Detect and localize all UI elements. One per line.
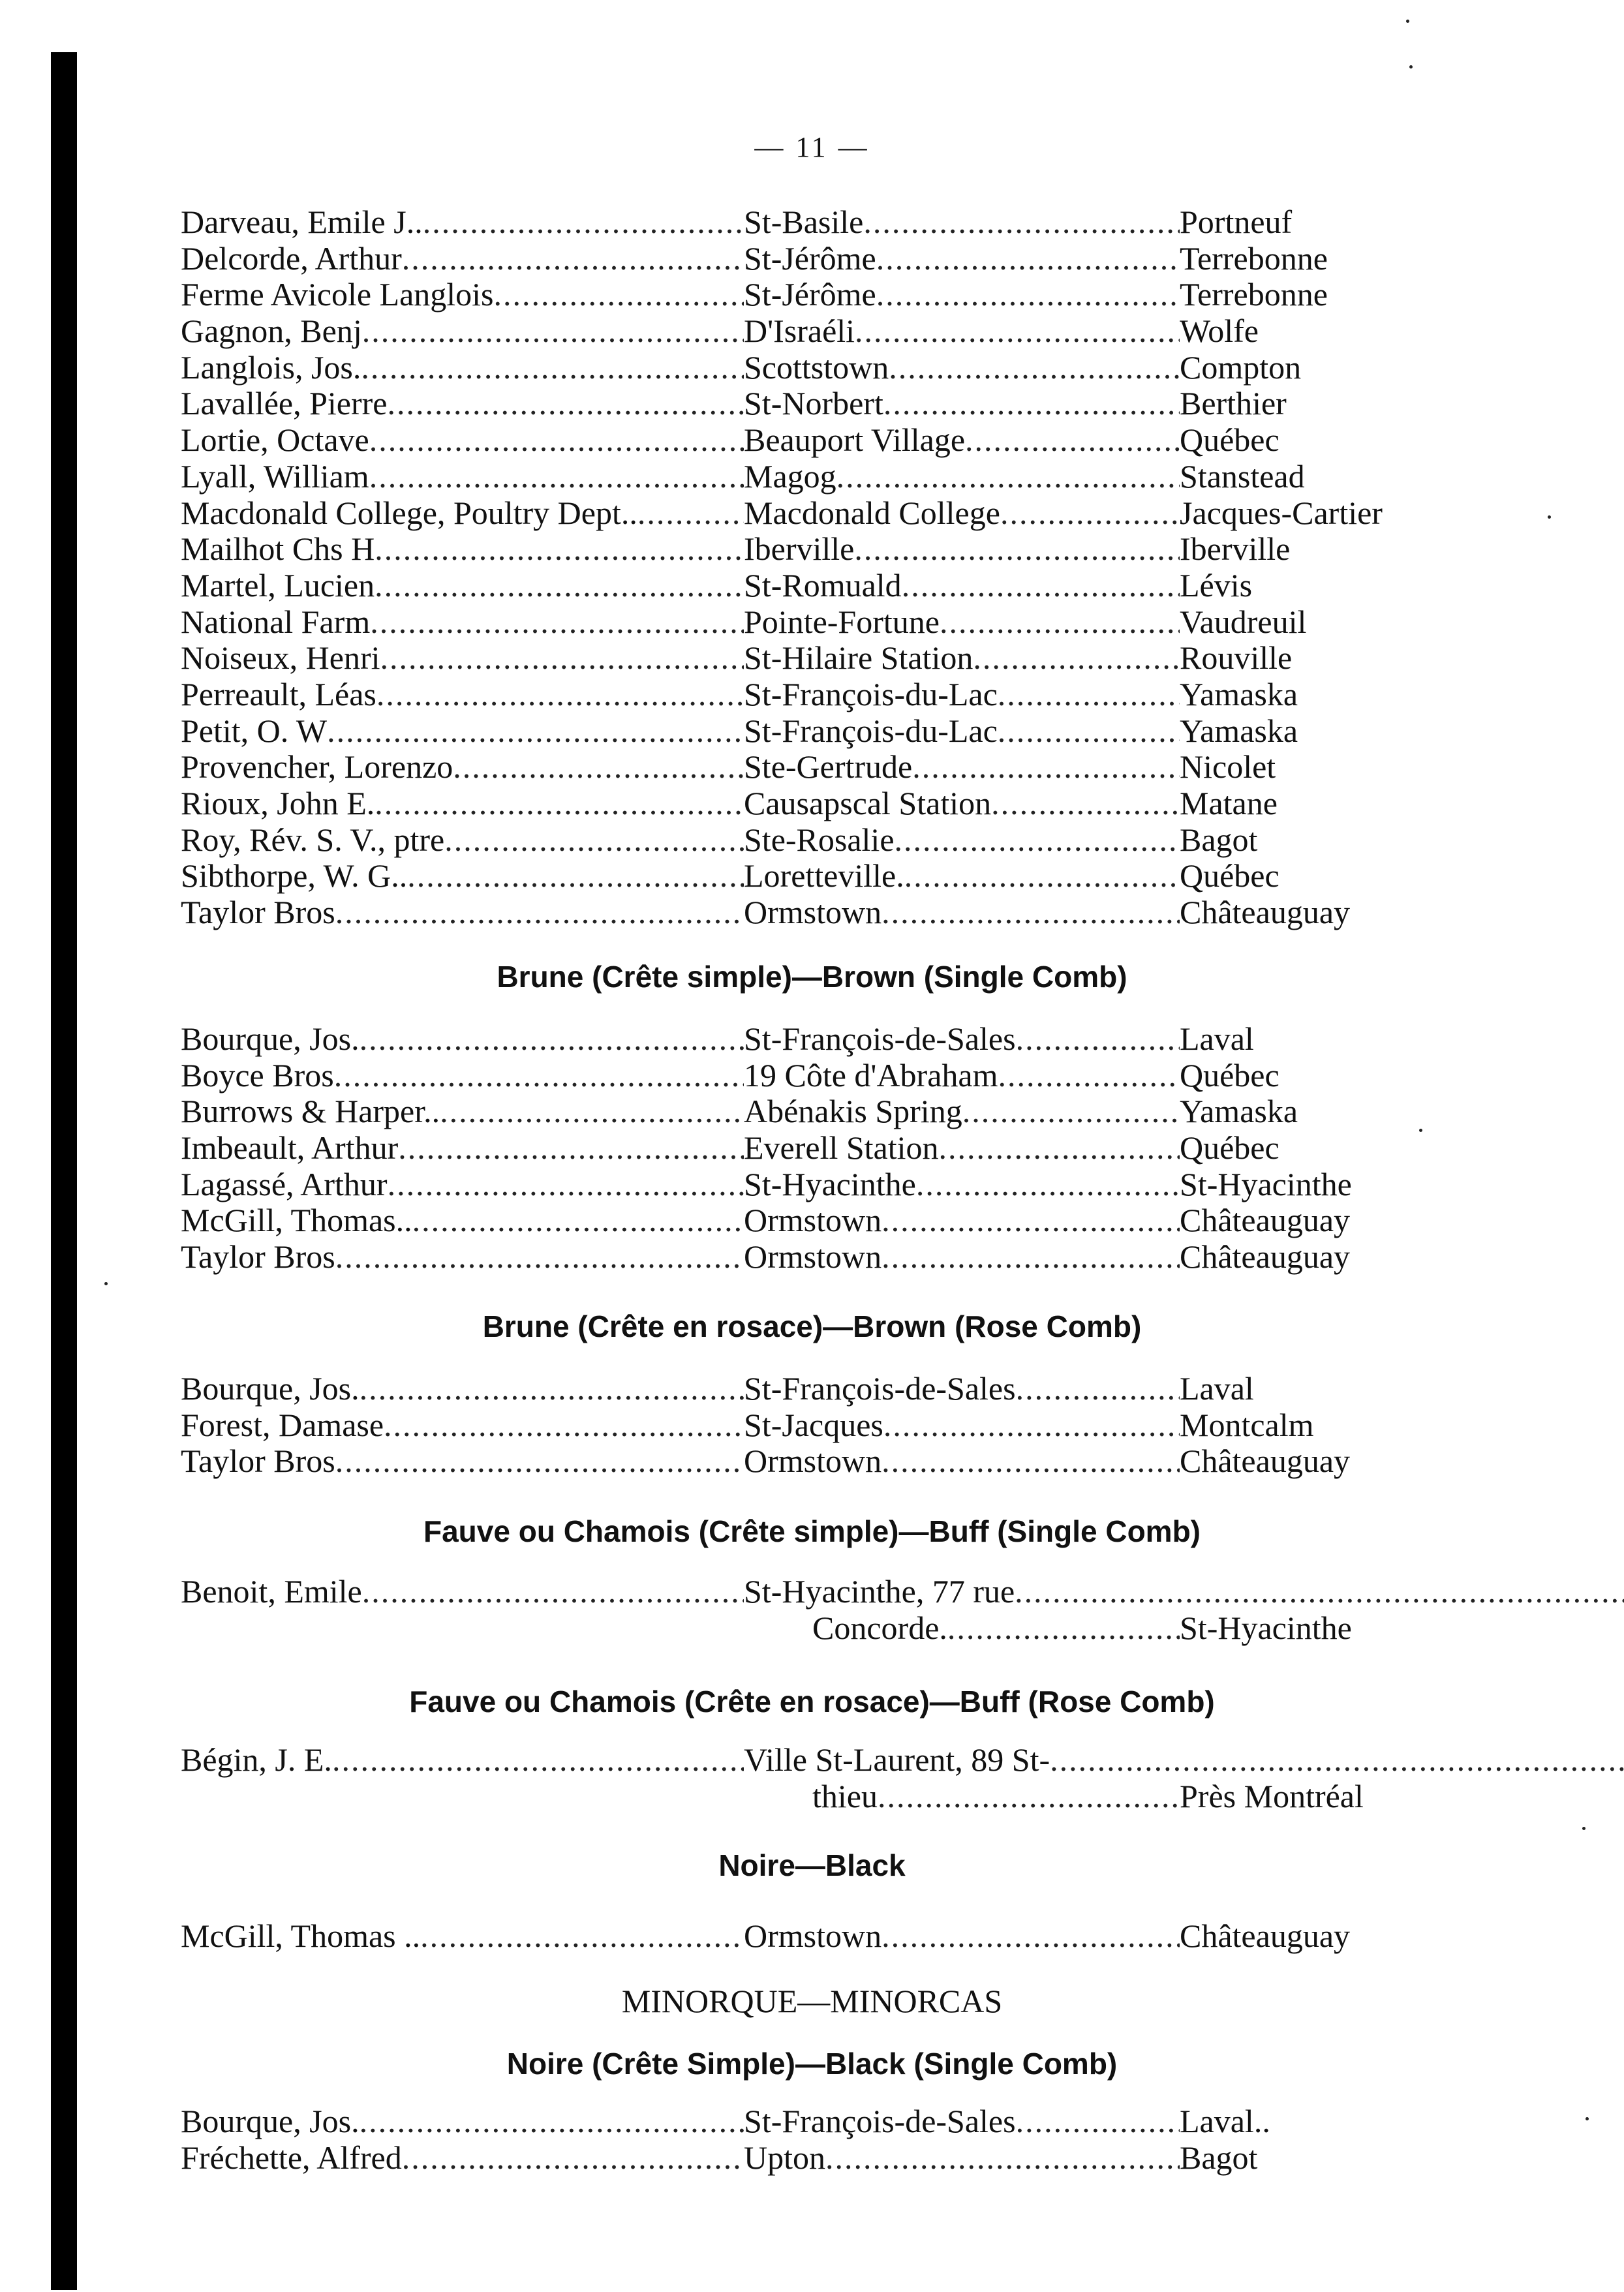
listing-section-2: [181, 1021, 1486, 1276]
listing-row: [181, 1202, 1486, 1239]
listing-row: [181, 1058, 1486, 1094]
locality: St-François-du-Lac .....: [744, 677, 1180, 713]
locality: St-Hyacinthe .....: [744, 1167, 1180, 1203]
county: Lévis: [1180, 567, 1253, 604]
listing-row: [181, 241, 1486, 277]
speck: [1582, 1827, 1586, 1830]
listing-row: [181, 822, 1486, 859]
listing-row: [181, 1574, 1486, 1610]
listing-row: [181, 640, 1486, 677]
section-heading: Brune (Crête simple)—Brown (Single Comb): [497, 960, 1127, 994]
locality: 19 Côte d'Abraham .....: [744, 1058, 1180, 1094]
locality: St-Jérôme .....: [744, 241, 1180, 277]
county: Québec: [1180, 1057, 1279, 1093]
locality: D'Israéli .....: [744, 313, 1180, 350]
breeder-name: Lavallée, Pierre .....: [181, 386, 744, 422]
breeder-name: Rioux, John E. .....: [181, 786, 744, 822]
county: Châteauguay: [1180, 1443, 1351, 1480]
breeder-name: Mailhot Chs H .....: [181, 531, 744, 568]
county: Compton: [1180, 349, 1302, 386]
breeder-name: Fréchette, Alfred .....: [181, 2140, 744, 2177]
locality: St-François-du-Lac .....: [744, 713, 1180, 750]
breeder-name: Lagassé, Arthur .....: [181, 1167, 744, 1203]
listing-row: [181, 894, 1486, 931]
county: Québec: [1180, 422, 1279, 459]
breeder-name: McGill, Thomas .. .....: [181, 1918, 744, 1955]
listing-row: [181, 495, 1486, 532]
county: Montcalm: [1180, 1407, 1314, 1443]
breeder-name: National Farm .....: [181, 604, 744, 641]
listing-row: [181, 1167, 1486, 1203]
county: Terrebonne: [1180, 240, 1328, 277]
breeder-name: Taylor Bros .....: [181, 894, 744, 931]
speck: [1406, 20, 1409, 23]
locality: Causapscal Station .....: [744, 786, 1180, 822]
locality: Beauport Village .....: [744, 422, 1180, 459]
listing-row-continued: [181, 1610, 1486, 1647]
listing-row: [181, 1918, 1486, 1955]
breeder-name: Delcorde, Arthur .....: [181, 241, 744, 277]
breeder-name: Lyall, William .....: [181, 459, 744, 495]
locality: St-Romuald .....: [744, 568, 1180, 604]
listing-row: [181, 1239, 1486, 1276]
breeder-name: Boyce Bros .....: [181, 1058, 744, 1094]
binding-edge: [51, 52, 77, 2290]
breeder-name: Bourque, Jos. .....: [181, 1371, 744, 1407]
listing-row: [181, 1742, 1486, 1779]
listing-section-6: [181, 1918, 1486, 1955]
county: Stanstead: [1180, 458, 1305, 495]
listing-row: [181, 1130, 1486, 1167]
section-heading: Brune (Crête en rosace)—Brown (Rose Comb): [482, 1309, 1142, 1343]
listing-row: [181, 677, 1486, 713]
county: Québec: [1180, 858, 1279, 894]
listing-row: [181, 459, 1486, 495]
county: Près Montréal: [1180, 1778, 1364, 1814]
breeder-name: Benoit, Emile .....: [181, 1574, 744, 1610]
locality: Magog .....: [744, 459, 1180, 495]
county: Châteauguay: [1180, 1202, 1351, 1239]
locality: Ville St-Laurent, 89 St- .....: [744, 1742, 1180, 1779]
locality: Ormstown .....: [744, 1239, 1180, 1276]
locality: Iberville .....: [744, 531, 1180, 568]
locality: Macdonald College .....: [744, 495, 1180, 532]
locality: Abénakis Spring .....: [744, 1093, 1180, 1130]
county: Yamaska: [1180, 1093, 1298, 1130]
breeder-name: Perreault, Léas .....: [181, 677, 744, 713]
breeder-name: Provencher, Lorenzo .....: [181, 749, 744, 786]
breeder-name: Taylor Bros .....: [181, 1443, 744, 1480]
section-heading: Noire (Crête Simple)—Black (Single Comb): [506, 2047, 1118, 2081]
county: Châteauguay: [1180, 894, 1351, 931]
county: Québec: [1180, 1130, 1279, 1167]
breeder-name: Bourque, Jos. .....: [181, 1021, 744, 1058]
county: Portneuf: [1180, 204, 1293, 240]
breeder-name: Sibthorpe, W. G.. .....: [181, 858, 744, 894]
locality: Ste-Rosalie .....: [744, 822, 1180, 859]
listing-row: [181, 568, 1486, 604]
breeder-name: Lortie, Octave .....: [181, 422, 744, 459]
county: Laval..: [1180, 2103, 1270, 2139]
listing-section-1: [181, 204, 1486, 931]
breeder-name: Darveau, Emile J.. .....: [181, 204, 744, 241]
locality: Ste-Gertrude .....: [744, 749, 1180, 786]
locality: St-Hyacinthe, 77 rue .....: [744, 1574, 1180, 1610]
breeder-name: Imbeault, Arthur .....: [181, 1130, 744, 1167]
listing-row: [181, 749, 1486, 786]
listing-row: [181, 786, 1486, 822]
breeder-name: Bégin, J. E. .....: [181, 1742, 744, 1779]
locality: St-François-de-Sales .....: [744, 1371, 1180, 1407]
listing-row: [181, 1443, 1486, 1480]
locality: St-Hilaire Station .....: [744, 640, 1180, 677]
listing-section-4: [181, 1574, 1486, 1646]
county: Yamaska: [1180, 712, 1298, 749]
locality: Ormstown .....: [744, 1918, 1180, 1955]
county: Berthier: [1180, 386, 1287, 422]
listing-section-7: [181, 2103, 1486, 2176]
county: St-Hyacinthe: [1180, 1610, 1352, 1646]
section-heading: Fauve ou Chamois (Crête en rosace)—Buff (Rose Comb): [409, 1685, 1215, 1719]
breeder-name: Martel, Lucien .....: [181, 568, 744, 604]
breeder-name: Langlois, Jos. .....: [181, 350, 744, 386]
breeder-name: Petit, O. W .....: [181, 713, 744, 750]
county: Châteauguay: [1180, 1239, 1351, 1276]
listing-section-3: [181, 1371, 1486, 1480]
breeder-name: Bourque, Jos. .....: [181, 2103, 744, 2140]
locality: Ormstown .....: [744, 894, 1180, 931]
listing-row: [181, 2103, 1486, 2140]
locality: Loretteville. .....: [744, 858, 1180, 894]
county: Laval: [1180, 1371, 1254, 1407]
county: Wolfe: [1180, 313, 1259, 350]
breeder-name: Taylor Bros .....: [181, 1239, 744, 1276]
county: Iberville: [1180, 531, 1291, 568]
breeder-name: Noiseux, Henri .....: [181, 640, 744, 677]
breeder-name: Forest, Damase .....: [181, 1407, 744, 1444]
county: St-Hyacinthe: [1180, 1166, 1352, 1202]
listing-section-5: [181, 1742, 1486, 1814]
county: Terrebonne: [1180, 277, 1328, 313]
locality: St-Norbert .....: [744, 386, 1180, 422]
listing-row: [181, 1093, 1486, 1130]
locality: thieu .....: [744, 1779, 1180, 1815]
breeder-name: Macdonald College, Poultry Dept.. .....: [181, 495, 744, 532]
listing-row: [181, 604, 1486, 641]
listing-row: [181, 277, 1486, 313]
county: Rouville: [1180, 640, 1293, 677]
locality: Scottstown .....: [744, 350, 1180, 386]
locality: St-Jacques .....: [744, 1407, 1180, 1444]
listing-row: [181, 204, 1486, 241]
county: Jacques-Cartier: [1180, 495, 1383, 531]
locality: Everell Station .....: [744, 1130, 1180, 1167]
section-heading: Fauve ou Chamois (Crête simple)—Buff (Single Comb): [423, 1514, 1201, 1548]
breeder-name: Burrows & Harper.. .....: [181, 1093, 744, 1130]
section-heading: Noire—Black: [718, 1848, 906, 1882]
county: Châteauguay: [1180, 1918, 1351, 1954]
locality: Concorde. .....: [744, 1610, 1180, 1647]
listing-row: [181, 2140, 1486, 2177]
listing-row: [181, 350, 1486, 386]
speck: [104, 1282, 108, 1285]
listing-row: [181, 858, 1486, 894]
listing-row: [181, 713, 1486, 750]
breeder-name: Roy, Rév. S. V., ptre .....: [181, 822, 744, 859]
county: Laval: [1180, 1021, 1254, 1057]
locality: St-Jérôme .....: [744, 277, 1180, 313]
listing-row: [181, 1021, 1486, 1058]
locality: Upton .....: [744, 2140, 1180, 2177]
locality: St-Basile .....: [744, 204, 1180, 241]
speck: [1409, 65, 1413, 69]
locality: Ormstown .....: [744, 1443, 1180, 1480]
county: Bagot: [1180, 2139, 1258, 2176]
listing-row-continued: [181, 1779, 1486, 1815]
locality: Ormstown .....: [744, 1202, 1180, 1239]
listing-row: [181, 1407, 1486, 1444]
county: Matane: [1180, 786, 1278, 821]
speck: [1586, 2117, 1589, 2120]
county: Bagot: [1180, 821, 1258, 858]
county: Nicolet: [1180, 749, 1276, 786]
breeder-name: Ferme Avicole Langlois .....: [181, 277, 744, 313]
locality: St-François-de-Sales .....: [744, 1021, 1180, 1058]
listing-row: [181, 1371, 1486, 1407]
breeder-name: Gagnon, Benj .....: [181, 313, 744, 350]
locality: Pointe-Fortune .....: [744, 604, 1180, 641]
breed-title: MINORQUE—MINORCAS: [621, 1983, 1003, 2019]
listing-row: [181, 531, 1486, 568]
listing-row: [181, 422, 1486, 459]
page-number: — 11 —: [754, 131, 870, 163]
listing-row: [181, 386, 1486, 422]
breeder-name: McGill, Thomas.. .....: [181, 1202, 744, 1239]
listing-row: [181, 313, 1486, 350]
county: Vaudreuil: [1180, 604, 1307, 640]
county: Yamaska: [1180, 676, 1298, 712]
locality: St-François-de-Sales .....: [744, 2103, 1180, 2140]
